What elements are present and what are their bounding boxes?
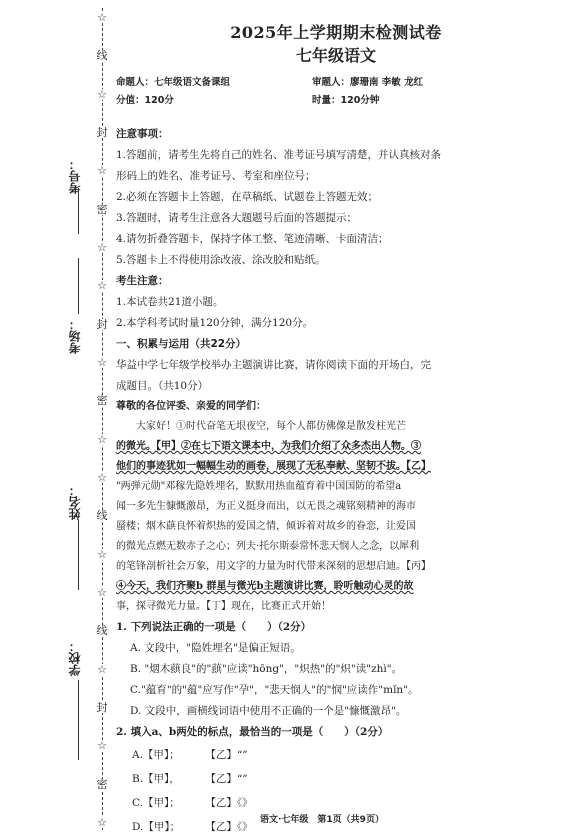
question-1-option-c: C."蕴育"的"蕴"应写作"孕"，"悲天悯人"的"悯"应读作"mǐn"。 — [130, 684, 419, 696]
school-label: 学校： — [68, 640, 82, 676]
option-part-b: 【乙】《》 — [205, 797, 253, 809]
author-label: 命题人：七年级语文备课组 — [116, 77, 231, 88]
page-footer: 语文·七年级 第1页（共9页） — [260, 815, 384, 825]
star-icon: ☆ — [97, 547, 107, 561]
passage-line: 蜃楼；烟木蕻良怀着炽热的爱国之情，倾诉着对故乡的眷恋，让爱国 — [116, 521, 416, 532]
notes-item: 2.必须在答题卡上答题，在草稿纸、试题卷上答题无效； — [116, 191, 379, 203]
meta-row-2 — [116, 92, 556, 110]
binding-margin — [0, 0, 118, 838]
exam-title: 2025年上学期期末检测试卷 — [230, 23, 442, 42]
star-icon: ☆ — [97, 355, 107, 369]
option-part-a: D.【甲】； — [132, 821, 181, 833]
intro-line: 成题目。（共10分） — [116, 380, 209, 392]
candidate-item: 1.本试卷共21道小题。 — [116, 296, 224, 308]
star-icon: ☆ — [97, 432, 107, 446]
option-part-b: 【乙】“” — [205, 773, 248, 785]
option-part-a: A.【甲】； — [132, 749, 180, 761]
question-1-option-d: D. 文段中，画横线词语中使用不正确的一个是"慷慨激昂"。 — [130, 705, 407, 717]
candidate-heading: 考生注意： — [116, 275, 169, 287]
school-line — [78, 680, 79, 760]
passage-line: 的微光点燃无数赤子之心；列夫·托尔斯泰常怀悲天悯人之念，以犀利 — [116, 541, 420, 552]
passage-line: 的微光。【甲】②在七下语文课本中，为我们介绍了众多杰出人物。③ — [116, 441, 421, 452]
question-1-stem: 1. 下列说法正确的一项是（ ）（2分） — [116, 621, 312, 633]
star-icon: ☆ — [97, 739, 107, 753]
option-part-b: 【乙】《》 — [205, 821, 253, 833]
star-icon: ☆ — [97, 585, 107, 599]
seal-char: 线 — [96, 624, 108, 638]
seal-char: 封 — [96, 125, 108, 139]
passage — [116, 397, 556, 617]
star-icon: ☆ — [97, 815, 107, 829]
star-icon: ☆ — [97, 87, 107, 101]
exam-room-label: 考场： — [68, 318, 82, 354]
exam-subtitle: 七年级语文 — [295, 46, 376, 65]
notes-item: 1.答题前，请考生先将自己的姓名、准考证号填写清楚，并认真核对条 — [116, 149, 442, 161]
star-icon: ☆ — [97, 11, 107, 24]
option-part-b: 【乙】“” — [205, 749, 248, 761]
intro-line: 华益中学七年级学校举办主题演讲比赛，请你阅读下面的开场白，完 — [116, 359, 431, 371]
reviewer-label: 审题人：廖珊南 李敏 龙红 — [312, 77, 424, 88]
seal-char: 密 — [96, 202, 108, 216]
seal-char: 密 — [96, 777, 108, 791]
star-icon: ☆ — [97, 240, 107, 254]
passage-line: 他们的事迹犹如一幅幅生动的画卷，展现了无私奉献、坚韧不拔。【乙】 — [116, 461, 431, 472]
star-icon: ☆ — [97, 164, 107, 178]
exam-content — [116, 22, 556, 839]
seal-char: 封 — [96, 317, 108, 331]
passage-line: 大家好！①时代奋笔无垠夜空，每个人都仿佛像是散发柱光芒 — [136, 421, 406, 432]
exam-number-label: 考号： — [68, 158, 82, 194]
question-2-option-a — [116, 743, 556, 767]
notes-item: 4.请勿折叠答题卡，保持字体工整、笔迹清晰、卡面清洁； — [116, 233, 389, 245]
notes-item: 3.答题时，请考生注意各大题题号后面的答题提示； — [116, 212, 358, 224]
passage-line: ④今天，我们齐聚b 群星与微光b主题演讲比赛，聆听触动心灵的故 — [116, 581, 414, 592]
question-2-stem: 2. 填入a、b两处的标点，最恰当的一项是（ ）（2分） — [116, 726, 389, 738]
passage-line: "两弹元勋"邓稼先隐姓埋名，默默用热血蕴育着中国国防的希望a — [116, 481, 402, 492]
option-part-a: B.【甲】， — [132, 773, 180, 785]
passage-line: 闻一多先生慷慨激昂，为正义挺身而出，以无畏之魂铭刻精神的海市 — [116, 501, 416, 512]
star-icon: ☆ — [97, 470, 107, 484]
question-1-option-b: B. "烟木蕻良"的"蕻"应读"hōng"，"炽热"的"炽"读"zhì"。 — [130, 663, 403, 675]
passage-line: 的笔锋剖析社会万象，用文字的力量为时代带来深刻的思想启迪。【丙】 — [116, 561, 431, 572]
name-label: 姓名： — [68, 484, 82, 520]
section-heading: 一、积累与运用（共22分） — [116, 338, 247, 350]
notes-item: 形码上的姓名、准考证号、考室和座位号； — [116, 170, 316, 182]
name-line — [78, 520, 79, 590]
time-label: 时量：120分钟 — [312, 95, 380, 106]
score-label: 分值：120分 — [116, 95, 174, 106]
exam-room-line — [78, 258, 79, 314]
notes-heading: 注意事项： — [116, 128, 169, 140]
notes-item: 5.答题卡上不得使用涂改液、涂改胶和贴纸。 — [116, 254, 326, 266]
exam-number-line — [78, 188, 79, 234]
question-1-option-a: A. 文段中，"隐姓埋名"是偏正短语。 — [130, 642, 301, 654]
passage-line: 事，探寻微光力量。【丁】现在，比赛正式开始！ — [116, 601, 331, 612]
seal-char: 密 — [96, 394, 108, 408]
seal-char: 封 — [96, 700, 108, 714]
seal-text — [94, 12, 110, 828]
star-icon: ☆ — [97, 662, 107, 676]
question-2-option-b — [116, 767, 556, 791]
meta-row-1 — [116, 74, 556, 92]
candidate-item: 2.本学科考试时量120分钟，满分120分。 — [116, 317, 314, 329]
seal-char: 线 — [96, 49, 108, 63]
option-part-a: C.【甲】； — [132, 797, 180, 809]
star-icon: ☆ — [97, 279, 107, 293]
seal-char: 线 — [96, 509, 108, 523]
passage-greeting: 尊敬的各位评委、亲爱的同学们： — [116, 401, 266, 412]
